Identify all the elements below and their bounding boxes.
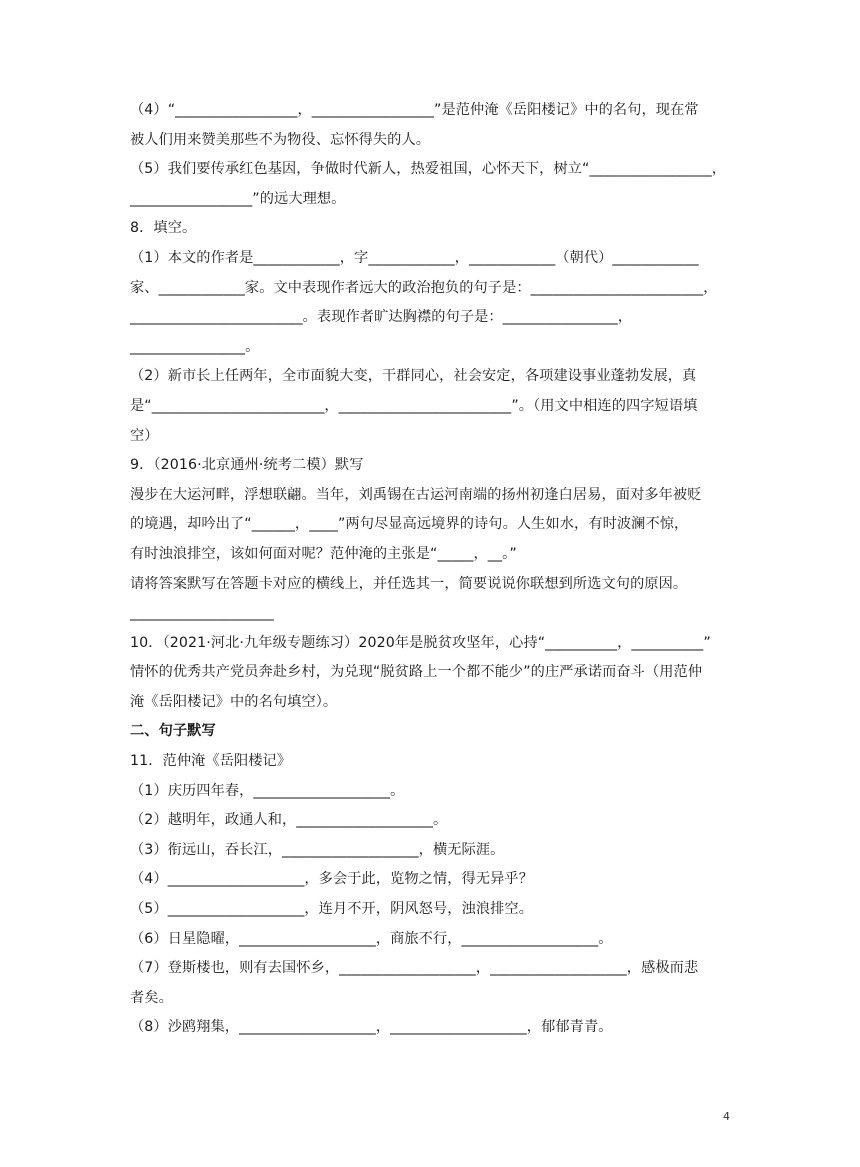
- text-line: 被人们用来赞美那些不为物役、忘怀得失的人。: [130, 131, 431, 148]
- text-line: 空）: [130, 427, 159, 444]
- text-line: 者矣。: [130, 989, 173, 1006]
- document-body: [130, 96, 730, 1043]
- text-line: （2）越明年，政通人和，___________________。: [130, 812, 448, 829]
- text-line: （3）衔远山，吞长江，___________________，横无际涯。: [130, 841, 505, 858]
- question-heading: 8．填空。: [130, 220, 197, 237]
- page-number: 4: [723, 1110, 730, 1123]
- text-line: （1）庆历四年春，___________________。: [130, 782, 405, 799]
- text-line: 家、____________家。文中表现作者远大的政治抱负的句子是：________________________，: [130, 279, 718, 296]
- text-line: （1）本文的作者是____________，字____________，____________（朝代）____________: [130, 249, 699, 266]
- text-line: （7）登斯楼也，则有去国怀乡，___________________，___________________，感极而悲: [130, 960, 699, 977]
- question-heading: 11．范仲淹《岳阳楼记》: [130, 753, 292, 770]
- text-line: （5）我们要传承红色基因，争做时代新人，热爱祖国，心怀天下，树立“_________________，: [130, 161, 727, 178]
- text-line: 有时浊浪排空，该如何面对呢？范仲淹的主张是“_____，__。”: [130, 545, 517, 562]
- text-line: （5）___________________，连月不开，阴风怒号，浊浪排空。: [130, 901, 533, 918]
- text-line: 是“________________________，________________________”。（用文中相连的四字短语填: [130, 397, 698, 414]
- text-line: 情怀的优秀共产党员奔赴乡村，为兑现“脱贫路上一个都不能少”的庄严承诺而奋斗（用范仲: [130, 664, 703, 681]
- text-line: （6）日星隐曜，___________________，商旅不行，___________________。: [130, 930, 613, 947]
- text-line: （2）新市长上任两年，全市面貌大变，干群同心，社会安定，各项建设事业蓬勃发展，真: [130, 368, 697, 385]
- text-line: （8）沙鸥翔集，___________________，___________________，郁郁青青。: [130, 1019, 613, 1036]
- answer-blank: ____________________: [130, 605, 274, 622]
- text-line: 漫步在大运河畔，浮想联翩。当年，刘禹锡在古运河南端的扬州初逢白居易，面对多年被贬: [130, 486, 702, 503]
- text-line: ________________________。表现作者旷达胸襟的句子是：________________，: [130, 309, 633, 326]
- question-heading: 10．（2021·河北·九年级专题练习）2020年是脱贫攻坚年，心持“__________，__________”: [130, 634, 711, 651]
- question-heading: 9．（2016·北京通州·统考二模）默写: [130, 457, 364, 474]
- text-line: （4）___________________，多会于此，览物之情，得无异乎？: [130, 871, 533, 888]
- text-line: ________________。: [130, 338, 260, 355]
- section-heading: 二、句子默写: [130, 723, 216, 740]
- text-line: 的境遇，却吟出了“______，____”两句尽显高远境界的诗句。人生如水，有时波澜不惊，: [130, 516, 689, 533]
- text-line: _________________”的远大理想。: [130, 190, 346, 207]
- text-line: 淹《岳阳楼记》中的名句填空）。: [130, 693, 338, 710]
- text-line: （4）“_________________，_________________”是范仲淹《岳阳楼记》中的名句，现在常: [130, 102, 699, 118]
- text-line: 请将答案默写在答题卡对应的横线上，并任选其一，简要说说你联想到所选文句的原因。: [130, 575, 688, 592]
